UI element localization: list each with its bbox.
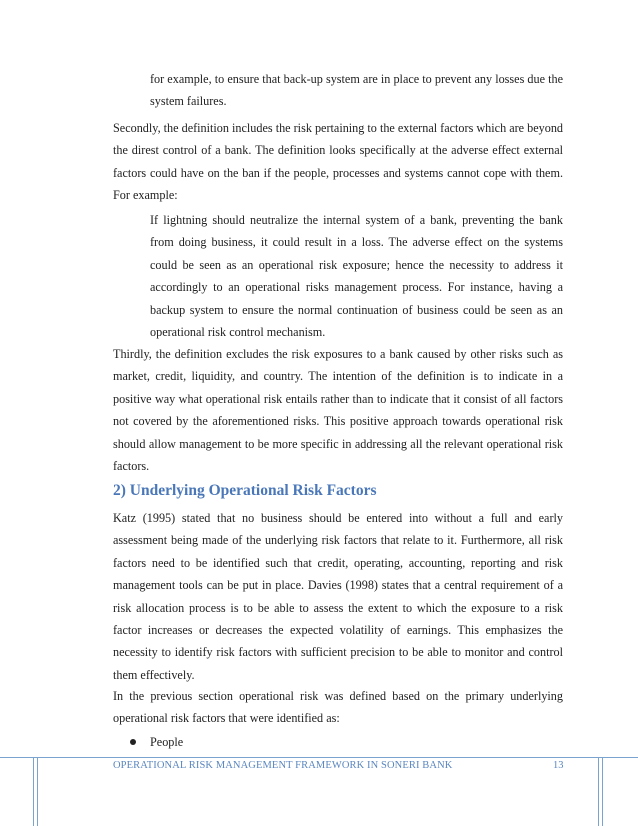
page-number: 13	[553, 760, 564, 771]
paragraph-katz: Katz (1995) stated that no business should be entered into without a full and early assessment being made of the underlying risk factors that relate to it. Furthermore, all risk factors need to be identified such that credit, operating, accounting, reporting and risk management tools can be put in place. Davies (1998) states that a central requirement of a risk allocation process is to be able to assess the extent to which the exposure to a risk factor increases or decreases the expected volatility of earnings. This emphasizes the necessity to identify risk factors with sufficient precision to be able to monitor and control them effectively.	[113, 511, 563, 682]
section-heading: 2) Underlying Operational Risk Factors	[113, 482, 377, 499]
footer-divider	[0, 757, 638, 758]
paragraph-continuation: for example, to ensure that back-up system are in place to prevent any losses due the system failures.	[150, 72, 563, 109]
bullet-item-label: People	[150, 735, 184, 749]
page-border-right	[598, 757, 603, 826]
bullet-icon	[130, 739, 136, 745]
footer-title: OPERATIONAL RISK MANAGEMENT FRAMEWORK IN SONERI BANK	[113, 760, 453, 771]
paragraph-previous-section: In the previous section operational risk was defined based on the primary underlying operational risk factors that were identified as:	[113, 689, 563, 726]
paragraph-external-factors: Secondly, the definition includes the risk pertaining to the external factors which are beyond the direst control of a bank. The definition looks specifically at the adverse effect external factors could have on the ban if the people, processes and systems cannot cope with them. For example:	[113, 121, 564, 203]
paragraph-lightning-example: If lightning should neutralize the internal system of a bank, preventing the bank from doing business, it could result in a loss. The adverse effect on the systems could be seen as an operational risk exposure; hence the necessity to address it accordingly to an operational risks management process. For instance, having a backup system to ensure the normal continuation of business could be seen as an operational risk control mechanism.	[150, 213, 563, 340]
paragraph-exclusions: Thirdly, the definition excludes the risk exposures to a bank caused by other risks such as market, credit, liquidity, and country. The intention of the definition is to indicate in a positive way what operational risk entails rather than to indicate that it consist of all factors not covered by the aforementioned risks. This positive approach towards operational risk should allow management to be more specific in addressing all the relevant operational risk factors.	[113, 347, 563, 474]
page-border-left	[33, 757, 38, 826]
